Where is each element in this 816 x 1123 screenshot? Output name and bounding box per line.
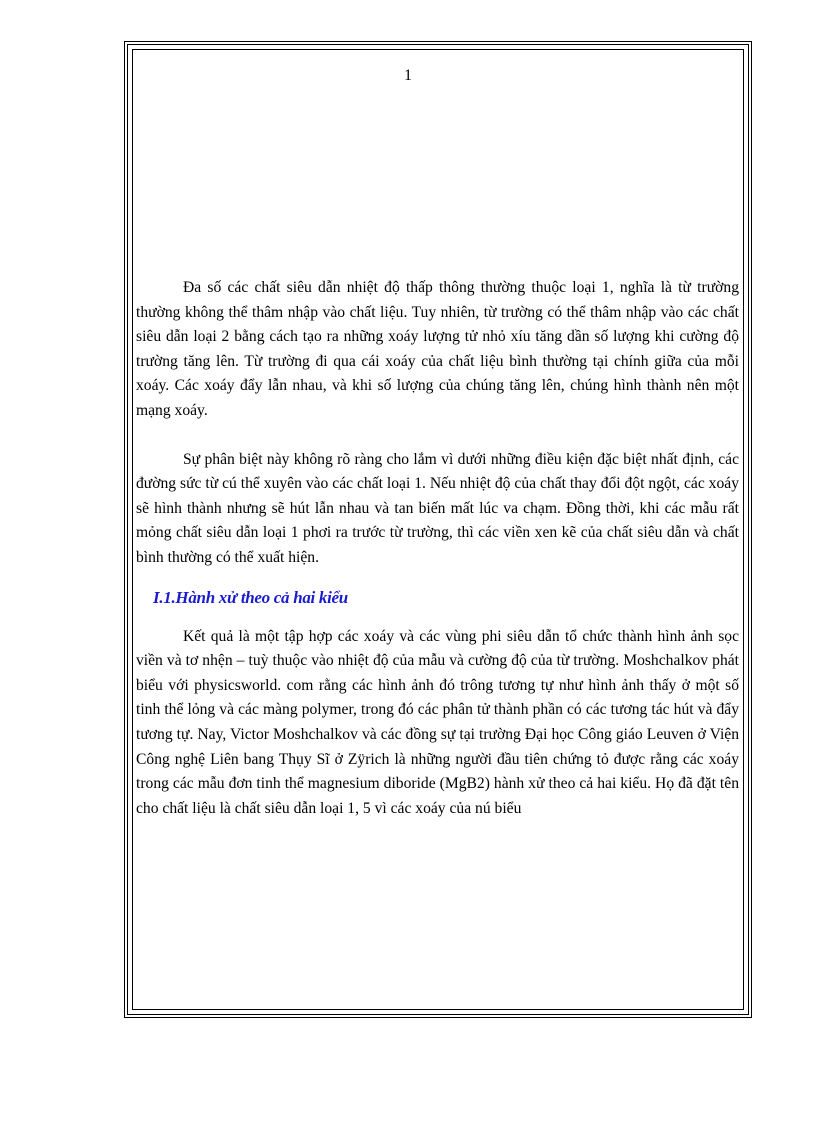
heading-spacer-top: [136, 571, 739, 585]
heading-spacer-bottom: [136, 611, 739, 625]
paragraph-spacer: [136, 424, 739, 448]
paragraph-section-body: Kết quả là một tập hợp các xoáy và các vùng phi siêu dẫn tổ chức thành hình ảnh sọc viền và tơ nhện – tuỳ thuộc vào nhiệt độ của mẫu và cường độ của từ trường. Moshchalkov phát biểu với physicsworld. com rằng các hình ảnh đó trông tương tự như hình ảnh thấy ở một số tinh thể lỏng và các màng polymer, trong đó các phân tử thành phần có các tương tác hút và đẩy tương tự. Nay, Victor Moshchalkov và các đồng sự tại trường Đại học Công giáo Leuven ở Viện Công nghệ Liên bang Thụy Sĩ ở Zÿrich là những người đầu tiên chứng tỏ được rằng các xoáy trong các mẫu đơn tinh thể magnesium diboride (MgB2) hành xử theo cả hai kiểu. Họ đã đặt tên cho chất liệu là chất siêu dẫn loại 1, 5 vì các xoáy của nú biểu: [136, 627, 739, 817]
document-body: [136, 276, 739, 821]
paragraph-type1-superconductors: Đa số các chất siêu dẫn nhiệt độ thấp thông thường thuộc loại 1, nghĩa là từ trường thường không thể thâm nhập vào chất liệu. Tuy nhiên, từ trường có thể thâm nhập vào các chất siêu dẫn loại 2 bằng cách tạo ra những xoáy lượng tử nhỏ xíu tăng dần số lượng khi cường độ trường tăng lên. Từ trường đi qua cái xoáy của chất liệu bình thường tại chính giữa của mỗi xoáy. Các xoáy đẩy lẫn nhau, và khi số lượng của chúng tăng lên, chúng hình thành nên một mạng xoáy.: [136, 279, 739, 419]
page-number: 1: [404, 67, 412, 84]
section-heading: I.1.Hành xử theo cả hai kiểu: [153, 587, 348, 607]
paragraph-distinction: Sự phân biệt này không rõ ràng cho lắm vì dưới những điều kiện đặc biệt nhất định, các đường sức từ cú thể xuyên vào các chất loại 1. Nếu nhiệt độ của chất thay đổi đột ngột, các xoáy sẽ hình thành nhưng sẽ hút lẫn nhau và tan biến mất lúc va chạm. Đồng thời, khi các mẫu rất mỏng chất siêu dẫn loại 1 phơi ra trước từ trường, thì các viền xen kẽ của chất siêu dẫn và chất bình thường có thể xuất hiện.: [136, 450, 739, 566]
